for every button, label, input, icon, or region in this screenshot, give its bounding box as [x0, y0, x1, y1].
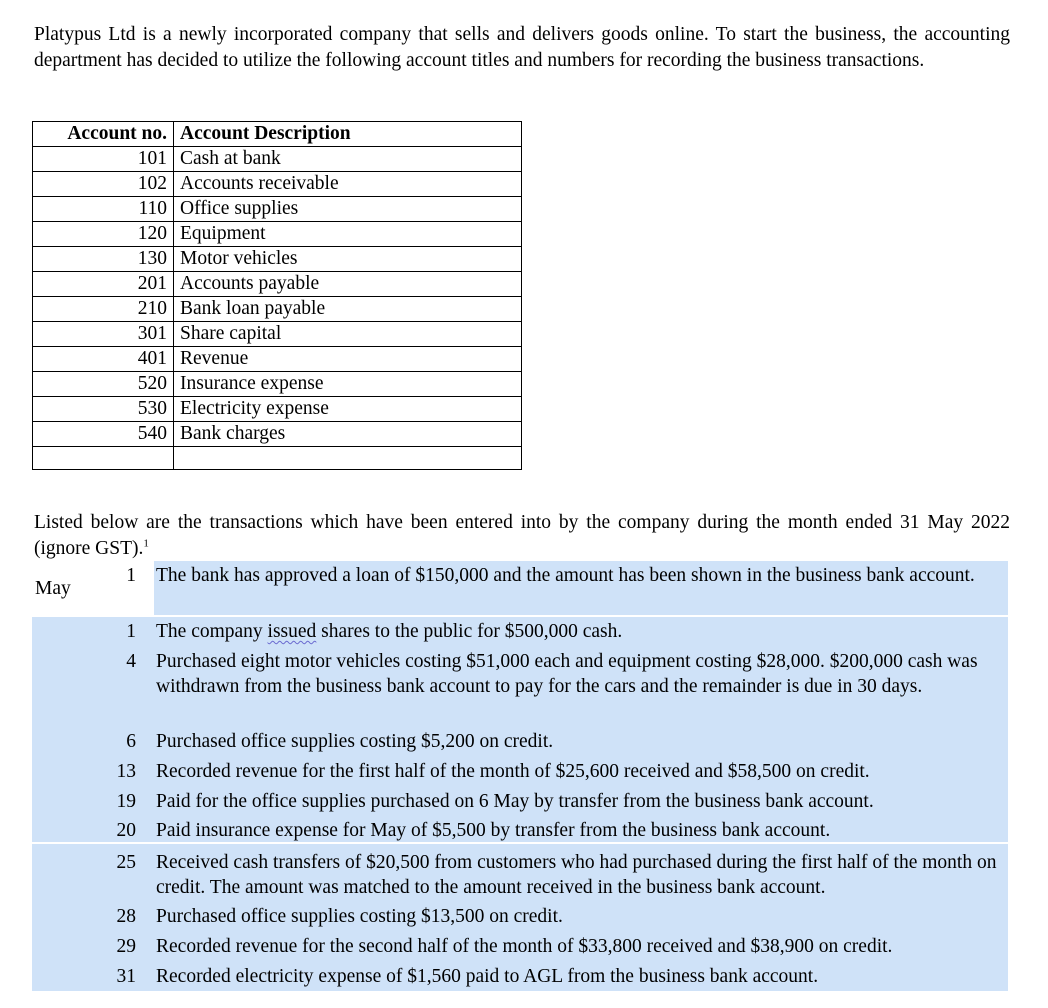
transaction-text: Paid insurance expense for May of $5,500 by transfer from the business bank account.: [156, 820, 831, 841]
table-row: [33, 197, 522, 222]
transactions-intro: [34, 510, 1010, 562]
table-row: [33, 372, 522, 397]
transaction-text: Recorded electricity expense of $1,560 paid to AGL from the business bank account.: [156, 966, 819, 987]
transaction-text: Purchased eight motor vehicles costing $51,000 each and equipment costing $28,000. $200,000 cash was withdrawn from the business bank account to pay for the cars and the remainder is due in 30 days.: [156, 651, 978, 697]
transaction-text-part: shares to the public for $500,000 cash.: [316, 621, 623, 642]
account-no: 102: [33, 172, 174, 197]
transaction-text: Recorded revenue for the second half of the month of $33,800 received and $38,900 on credit.: [156, 936, 893, 957]
transaction-text: Purchased office supplies costing $13,500 on credit.: [156, 906, 563, 927]
footnote-marker: 1: [143, 537, 149, 550]
transaction-text: Paid for the office supplies purchased on 6 May by transfer from the business bank account.: [156, 791, 874, 812]
table-row: [33, 322, 522, 347]
transaction-day: 25: [116, 852, 136, 873]
transaction-day: 13: [116, 761, 136, 782]
transaction-text: Purchased office supplies costing $5,200 on credit.: [156, 731, 554, 752]
account-no: 110: [33, 197, 174, 222]
transaction-day: 4: [126, 651, 136, 672]
transaction-day: 19: [116, 791, 136, 812]
empty-table-row: [33, 447, 522, 470]
header-account-no: Account no.: [33, 122, 174, 147]
transaction-text: The bank has approved a loan of $150,000 and the amount has been shown in the business bank account.: [156, 565, 975, 586]
account-no: 210: [33, 297, 174, 322]
account-no: 101: [33, 147, 174, 172]
chart-of-accounts-table: [32, 121, 522, 470]
transactions-list: [32, 561, 1008, 1001]
account-no: 130: [33, 247, 174, 272]
transactions-intro-text: Listed below are the transactions which have been entered into by the company during the month ended 31 May 2022 (ignore GST).: [34, 512, 1010, 559]
table-row: [33, 347, 522, 372]
transaction-day: 20: [116, 820, 136, 841]
table-row: [33, 172, 522, 197]
table-row: [33, 297, 522, 322]
intro-paragraph: Platypus Ltd is a newly incorporated company that sells and delivers goods online. To start the business, the accounting department has decided to utilize the following account titles and numbers for recording the business transactions.: [34, 24, 1010, 71]
account-no: 401: [33, 347, 174, 372]
account-no: 201: [33, 272, 174, 297]
account-description: Equipment: [174, 222, 522, 247]
account-description: Motor vehicles: [174, 247, 522, 272]
transaction-day: 29: [116, 936, 136, 957]
transaction-day: 1: [126, 621, 136, 642]
empty-cell: [174, 447, 522, 470]
table-row: [33, 397, 522, 422]
transaction-text: Recorded revenue for the first half of the month of $25,600 received and $58,500 on credit.: [156, 761, 870, 782]
account-description: Bank charges: [174, 422, 522, 447]
account-no: 530: [33, 397, 174, 422]
account-description: Electricity expense: [174, 397, 522, 422]
empty-cell: [33, 447, 174, 470]
header-account-description: Account Description: [174, 122, 522, 147]
month-label: May: [35, 578, 71, 599]
transaction-text-part: The company: [156, 621, 268, 642]
table-row: [33, 422, 522, 447]
transaction-day: 1: [126, 565, 136, 586]
transaction-day: 6: [126, 731, 136, 752]
table-row: [33, 272, 522, 297]
account-no: 120: [33, 222, 174, 247]
table-row: [33, 247, 522, 272]
account-no: 540: [33, 422, 174, 447]
account-description: Bank loan payable: [174, 297, 522, 322]
account-description: Insurance expense: [174, 372, 522, 397]
transaction-text: Received cash transfers of $20,500 from customers who had purchased during the first half of the month on credit. The amount was matched to the amount received in the business bank account.: [156, 852, 997, 898]
account-description: Share capital: [174, 322, 522, 347]
account-description: Cash at bank: [174, 147, 522, 172]
account-description: Accounts payable: [174, 272, 522, 297]
spellcheck-flagged-word: issued: [267, 621, 317, 642]
account-description: Office supplies: [174, 197, 522, 222]
table-row: [33, 222, 522, 247]
account-no: 301: [33, 322, 174, 347]
transaction-day: 28: [116, 906, 136, 927]
account-description: Accounts receivable: [174, 172, 522, 197]
account-no: 520: [33, 372, 174, 397]
account-description: Revenue: [174, 347, 522, 372]
transaction-text: [156, 619, 998, 644]
table-header-row: [33, 122, 522, 147]
transaction-day: 31: [116, 966, 136, 987]
table-row: [33, 147, 522, 172]
